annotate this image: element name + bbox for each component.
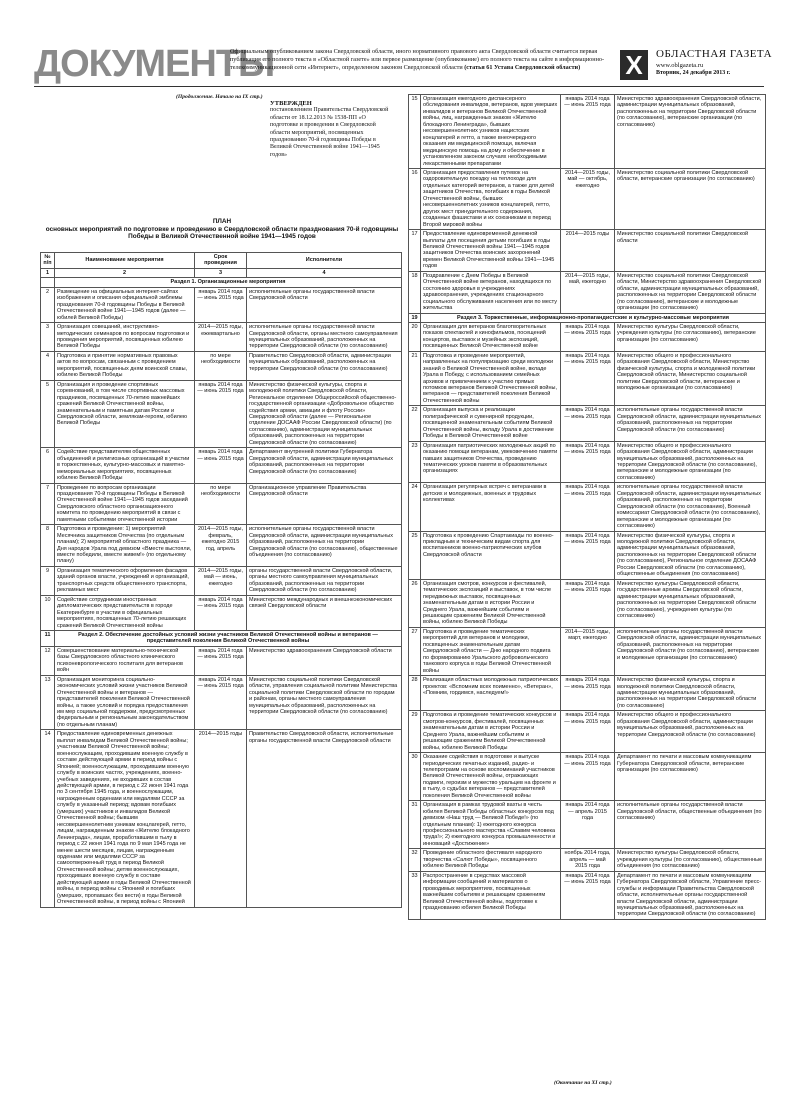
table-row bbox=[409, 579, 766, 627]
masthead-divider bbox=[34, 86, 764, 87]
row-number: 18 bbox=[409, 271, 421, 313]
row-number: 10 bbox=[41, 595, 55, 630]
row-number: 17 bbox=[409, 230, 421, 272]
event-executors: исполнительные органы государственной власти Свердловской области, общественные объединения (по согласованию) bbox=[615, 801, 766, 849]
section-heading: Раздел 2. Обеспечение достойных условий жизни участников Великой Отечественной войны и ветеранов — представителей поколения Великой Отечественной войны bbox=[55, 631, 402, 647]
event-executors: Министерство общего и профессионального образования Свердловской области, администрации муниципальных образований, расположенных на территории Свердловской области (по согласованию), ветеранские и молодежные организации (по согласованию) bbox=[615, 441, 766, 483]
event-name: Содействие сотрудникам иностранных дипломатических представительств в городе Екатеринбурге в участии в официальных мероприятиях, посвященных 70-летию решающих сражений Великой Отечественной войны bbox=[55, 595, 195, 630]
col-exec: Исполнители bbox=[247, 253, 402, 269]
event-name: Подготовка и принятие нормативных правовых актов по вопросам, связанным с проведением мероприятий, посвященных дням воинской славы, юбилею Великой Победы bbox=[55, 351, 195, 380]
event-name: Подготовка к проведению Спартакиады по военно-прикладным и техническим видам спорта для воспитанников военно-патриотических клубов Свердловской области bbox=[421, 531, 561, 579]
event-term: ноябрь 2014 года, апрель — май 2015 года bbox=[561, 849, 615, 871]
row-number: 25 bbox=[409, 531, 421, 579]
event-executors: Министерство социальной политики Свердловской области, ветеранские организации (по согласованию) bbox=[615, 168, 766, 229]
event-executors: Министерство здравоохранения Свердловской области bbox=[247, 646, 402, 675]
row-number: 6 bbox=[41, 448, 55, 483]
table-row bbox=[409, 871, 766, 919]
event-name: Реализация областных молодежных патриотических проектов: «Вспомним всех поименно», «Ветеран», «Помним, гордимся, наследуем!» bbox=[421, 676, 561, 711]
event-executors: Министерство физической культуры, спорта и молодежной политики Свердловской области, администрации муниципальных образований, расположенных на территории Свердловской области (по согласованию) bbox=[615, 676, 766, 711]
continued-from: (Продолжение. Начало на IX стр.) bbox=[176, 94, 263, 100]
table-row bbox=[409, 271, 766, 313]
table-row bbox=[409, 531, 766, 579]
event-executors: Министерство социальной политики Свердловской области, Министерство здравоохранения Свердловской области, администрации муниципальных образований, расположенных на территории Свердловской области (по согласованию), ветеранские и молодежные организации (по согласованию) bbox=[615, 271, 766, 313]
event-term: январь 2014 года — июнь 2015 года bbox=[561, 351, 615, 406]
row-number: 23 bbox=[409, 441, 421, 483]
table-row bbox=[409, 168, 766, 229]
event-term: январь 2014 года — июнь 2015 года bbox=[561, 871, 615, 919]
table-row bbox=[409, 849, 766, 871]
event-term: январь 2014 года — июнь 2015 года bbox=[195, 675, 247, 730]
event-name: Организация предоставления путевок на оздоровительную поездку на теплоходе для отдельных категорий ветеранов, а также для детей защитников Отечества, погибших в годы Великой Отечественной войны, бывших несовершеннолетних узников концлагерей, гетто, других мест принудительного содержания, созданных фашистами и их союзниками в период Второй мировой войны bbox=[421, 168, 561, 229]
table-row bbox=[41, 566, 402, 595]
table-row bbox=[41, 525, 402, 567]
row-number bbox=[41, 278, 55, 287]
publication-notice-text: Официальным опубликованием закона Свердловской области, иного нормативного правового акта Свердловской области считается первая публикация его полного текста в «Областной газете» или первое размещение (опубликование) его полного текста на сайте в информационно-телекоммуникационной сети «Интернет», определенном законом Свердловской области bbox=[230, 48, 605, 71]
table-row bbox=[41, 675, 402, 730]
table-row bbox=[409, 351, 766, 406]
row-number: 11 bbox=[41, 631, 55, 647]
row-number: 31 bbox=[409, 801, 421, 849]
section-title: ДОКУМЕНТЫ bbox=[34, 43, 275, 85]
table-row bbox=[41, 730, 402, 907]
col-index-1: 1 bbox=[41, 268, 55, 277]
continued-on: (Окончание на XI стр.) bbox=[554, 1080, 612, 1086]
row-number: 22 bbox=[409, 406, 421, 441]
table-row bbox=[41, 323, 402, 352]
event-term: январь 2014 года — апрель 2015 года bbox=[561, 801, 615, 849]
table-row bbox=[409, 753, 766, 801]
event-name: Организация регулярных встреч с ветеранами в детских и молодежных, военных и трудовых коллективах bbox=[421, 483, 561, 531]
event-name: Организация и проведение спортивных соревнований, в том числе спортивных массовых праздников, посвященных 70-летию важнейших сражений Великой Отечественной войны, знаменательным и памятным датам России и Свердловской области, землякам-героям, юбилею Великой Победы bbox=[55, 380, 195, 448]
event-term: январь 2014 года — июнь 2015 года bbox=[195, 646, 247, 675]
event-term: январь 2014 года — июнь 2015 года bbox=[561, 579, 615, 627]
event-name: Организация для ветеранов благотворительных показов спектаклей и кинофильмов, посещений концертов, выставок и музейных экспозиций, посвященных Великой Отечественной войне bbox=[421, 322, 561, 351]
event-name: Поздравление с Днем Победы в Великой Отечественной войне ветеранов, находящихся по состоянию здоровья в учреждениях здравоохранения, учреждениях стационарного социального обслуживания населения или по месту жительства bbox=[421, 271, 561, 313]
table-row bbox=[409, 322, 766, 351]
row-number: 27 bbox=[409, 627, 421, 675]
event-name: Организация смотров, конкурсов и фестивалей, тематических экспозиций и выставок, в том числе передвижных выставок, посвященных знаменательным датам в истории России и Среднего Урала, важнейшим событиям и решающим сражениям Великой Отечественной войны, юбилею Великой Победы bbox=[421, 579, 561, 627]
event-executors: Министерство культуры Свердловской области, учреждения культуры (по согласованию), ветеранские организации (по согласованию) bbox=[615, 322, 766, 351]
section-heading: Раздел 1. Организационные мероприятия bbox=[55, 278, 402, 287]
event-term: 2014—2015 годы, февраль, ежегодно 2015 год, апрель bbox=[195, 525, 247, 567]
row-number: 5 bbox=[41, 380, 55, 448]
row-number: 19 bbox=[409, 313, 421, 322]
row-number: 20 bbox=[409, 322, 421, 351]
table-row bbox=[409, 483, 766, 531]
paper-date: Вторник, 24 декабря 2013 г. bbox=[656, 70, 731, 76]
table-row bbox=[409, 95, 766, 169]
table-row bbox=[409, 711, 766, 753]
plan-table-left bbox=[40, 252, 402, 908]
event-executors: Министерство международных и внешнеэкономических связей Свердловской области bbox=[247, 595, 402, 630]
event-name: Организация ежегодного диспансерного обследования инвалидов, ветеранов, вдов умерших инвалидов и ветеранов Великой Отечественной войны, лиц, награжденных знаком «Жителю блокадного Ленинграда», бывших несовершеннолетних узников нацистских концлагерей и гетто, а также внеочередного оказания им медицинской помощи, включая медицинскую помощь на дому и обеспечение в установленном законом случаях необходимыми лекарственными препаратами bbox=[421, 95, 561, 169]
col-name: Наименование мероприятия bbox=[55, 253, 195, 269]
event-executors: Департамент внутренней политики Губернатора Свердловской области, администрации муниципальных образований, расположенных на территории Свердловской области (по согласованию) bbox=[247, 448, 402, 483]
row-number: 15 bbox=[409, 95, 421, 169]
row-number: 21 bbox=[409, 351, 421, 406]
paper-site: www.oblgazeta.ru bbox=[656, 62, 704, 69]
event-name: Содействие представителям общественных объединений и религиозных организаций в участии в торжественных, культурно-массовых и памятно-мемориальных мероприятиях, посвященных юбилею Великой Победы bbox=[55, 448, 195, 483]
col-num: № п/п bbox=[41, 253, 55, 269]
row-number: 30 bbox=[409, 753, 421, 801]
event-name: Предоставление единовременных денежных выплат инвалидам Великой Отечественной войны; участникам Великой Отечественной войны; военнослужащим, проходившим военную службу в составе действующей армии в период войны с Японией; военнослужащим, проходившим военную службу в воинских частях, учреждениях, военно-учебных заведениях, не входивших в состав действующей армии, в период с 22 июня 1941 года по 3 сентября 1945 года, и военнослужащим, награжденным орденами или медалями СССР за службу в указанный период; вдовам погибших (умерших) участников и инвалидов Великой Отечественной войны; бывшим несовершеннолетним узникам концлагерей, гетто, лицам, награжденным знаком «Жителю блокадного Ленинграда», лицам, проработавшим в тылу в период с 22 июня 1941 года по 9 мая 1945 года не менее шести месяцев, лицам, награжденным орденами или медалями СССР за самоотверженный труд в период Великой Отечественной войны; детям военнослужащих, проходивших военную службу в составе действующей армии в годы Великой Отечественной войны, в период войны с Японией и погибших (умерших, пропавших без вести) в годы Великой Отечественной войны, в период войны с Японией bbox=[55, 730, 195, 907]
paper-name: ОБЛАСТНАЯ ГАЗЕТА bbox=[656, 48, 773, 60]
event-executors: Министерство физической культуры, спорта и молодежной политики Свердловской области, администрации муниципальных образований, расположенных на территории Свердловской области (по согласованию), Региональное отделение ДОСААФ России Свердловской области (по согласованию), общественные объединения (по согласованию) bbox=[615, 531, 766, 579]
table-row bbox=[409, 627, 766, 675]
event-name: Организация совещаний, инструктивно-методических семинаров по вопросам подготовки и проведения мероприятий, посвященных юбилею Великой Победы bbox=[55, 323, 195, 352]
col-index-4: 4 bbox=[247, 268, 402, 277]
event-executors: Министерство социальной политики Свердловской области bbox=[615, 230, 766, 272]
row-number: 4 bbox=[41, 351, 55, 380]
event-executors: Министерство общего и профессионального образования Свердловской области, Министерство физической культуры, спорта и молодежной политики Свердловской области, Министерство социальной политики Свердловской области, ветеранские и молодежные организации (по согласованию) bbox=[615, 351, 766, 406]
event-name: Организация тематического оформления фасадов зданий органов власти, учреждений и организаций, транспортных средств общественного транспорта, рекламных мест bbox=[55, 566, 195, 595]
table-row bbox=[409, 676, 766, 711]
event-term: январь 2014 года — июнь 2015 года bbox=[561, 441, 615, 483]
event-name: Организация в рамках трудовой вахты в честь юбилея Великой Победы областных конкурсов под девизом «Наш труд — Великой Победе!» (по отдельным планам): 1) ежегодного конкурса профессионального мастерства «Славим человека труда!»; 2) ежегодного конкурса промышленности и инноваций «Достижение» bbox=[421, 801, 561, 849]
approval-heading: УТВЕРЖДЕН bbox=[270, 100, 312, 107]
table-row bbox=[41, 646, 402, 675]
event-executors: исполнительные органы государственной власти Свердловской области bbox=[247, 287, 402, 322]
event-executors: органы государственной власти Свердловской области, органы местного самоуправления муниципальных образований, расположенных на территории Свердловской области (по согласованию) bbox=[247, 566, 402, 595]
row-number: 8 bbox=[41, 525, 55, 567]
event-executors: исполнительные органы государственной власти Свердловской области, администрации муниципальных образований, расположенных на территории Свердловской области (по согласованию), Военный комиссариат Свердловской области (по согласованию), ветеранские и молодежные организации (по согласованию) bbox=[615, 483, 766, 531]
event-term: январь 2014 года — июнь 2015 года bbox=[195, 595, 247, 630]
row-number: 14 bbox=[41, 730, 55, 907]
event-name: Организация выпуска и реализации полиграфической и сувенирной продукции, посвященной знаменательным событиям Великой Отечественной войны, вкладу Урала в достижение Победы в Великой Отечественной войне bbox=[421, 406, 561, 441]
row-number: 24 bbox=[409, 483, 421, 531]
event-term: январь 2014 года — июнь 2015 года bbox=[195, 287, 247, 322]
publication-notice bbox=[230, 48, 610, 72]
row-number: 26 bbox=[409, 579, 421, 627]
event-term: январь 2014 года — июнь 2015 года bbox=[561, 483, 615, 531]
event-term: январь 2014 года — июнь 2015 года bbox=[561, 531, 615, 579]
event-executors: исполнительные органы государственной власти Свердловской области, администрации муниципальных образований, расположенных на территории Свердловской области (по согласованию), общественные объединения (по согласованию) bbox=[247, 525, 402, 567]
publication-notice-article: (статья 61 Устава Свердловской области) bbox=[464, 64, 581, 71]
paper-info bbox=[656, 48, 776, 76]
event-name: Проведение областного фестиваля народного творчества «Салют Победы», посвященного юбилею Великой Победы bbox=[421, 849, 561, 871]
event-term: 2014—2015 годы, май — октябрь, ежегодно bbox=[561, 168, 615, 229]
event-term: по мере необходимости bbox=[195, 483, 247, 525]
event-executors: Правительство Свердловской области, исполнительные органы государственной власти Свердловской области bbox=[247, 730, 402, 907]
section-heading: Раздел 3. Торжественные, информационно-пропагандистские и культурно-массовые мероприятия bbox=[421, 313, 766, 322]
plan-table-right bbox=[408, 94, 766, 920]
col-index-2: 2 bbox=[55, 268, 195, 277]
table-row bbox=[41, 287, 402, 322]
row-number: 3 bbox=[41, 323, 55, 352]
event-name: Подготовка и проведение мероприятий, направленных на популяризацию среди молодежи знаний о Великой Отечественной войне, вкладе Урала в Победу, с использованием семейных архивов и привлечением к участию прямых потомков ветеранов Великой Отечественной войны, ветеранов — представителей поколения Великой Отечественной войны bbox=[421, 351, 561, 406]
event-executors: Министерство общего и профессионального образования Свердловской области, администрации муниципальных образований, расположенных на территории Свердловской области (по согласованию) bbox=[615, 711, 766, 753]
row-number: 12 bbox=[41, 646, 55, 675]
table-row bbox=[41, 595, 402, 630]
event-executors: Правительство Свердловской области, администрации муниципальных образований, расположенных на территории Свердловской области (по согласованию) bbox=[247, 351, 402, 380]
event-name: Подготовка и проведение тематических мероприятий для ветеранов и молодежи, посвященных знаменательным датам Свердловской области — Дню народного подвига по формированию Уральского добровольческого танкового корпуса в годы Великой Отечественной войны bbox=[421, 627, 561, 675]
event-term: 2014—2015 годы, ежеквартально bbox=[195, 323, 247, 352]
event-term: 2014—2015 годы, май, ежегодно bbox=[561, 271, 615, 313]
row-number: 29 bbox=[409, 711, 421, 753]
table-row bbox=[409, 230, 766, 272]
section-row bbox=[41, 631, 402, 647]
table-row bbox=[409, 441, 766, 483]
table-row bbox=[41, 380, 402, 448]
event-term: январь 2014 года — июнь 2015 года bbox=[561, 406, 615, 441]
event-name: Проведение по вопросам организации празднования 70-й годовщины Победы в Великой Отечественной войне 1941—1945 годов заседаний Свердловского областного организационного комитета по проведению мероприятий в связи с памятными событиями отечественной истории bbox=[55, 483, 195, 525]
event-executors: Департамент по печати и массовым коммуникациям Губернатора Свердловской области, ветеранские организации (по согласованию) bbox=[615, 753, 766, 801]
edition-mark: X bbox=[620, 50, 648, 80]
table-row bbox=[409, 406, 766, 441]
event-name: Оказание содействия в подготовке и выпуске периодических печатных изданий, радио- и телепрограмм на основе воспоминаний участников Великой Отечественной войны, отражающих подвиги, героизм и мужество уральцев на фронте и в тылу, о судьбах ветеранов — представителей поколения Великой Отечественной войны bbox=[421, 753, 561, 801]
row-number: 16 bbox=[409, 168, 421, 229]
table-row bbox=[41, 483, 402, 525]
event-term: январь 2014 года — июнь 2015 года bbox=[561, 95, 615, 169]
event-term: 2014—2015 годы bbox=[195, 730, 247, 907]
event-name: Распространение в средствах массовой информации сообщений и материалов о проводимых мероприятиях, посвященных важнейшим событиям и решающим сражениям Великой Отечественной войны, подготовке к празднованию юбилея Великой Победы bbox=[421, 871, 561, 919]
table-row bbox=[409, 801, 766, 849]
row-number: 28 bbox=[409, 676, 421, 711]
event-executors: Министерство социальной политики Свердловской области, управления социальной политики Министерства социальной политики Свердловской области по городам и районам, органы местного самоуправления муниципальных образований, расположенных на территории Свердловской области (по согласованию) bbox=[247, 675, 402, 730]
event-executors: Организационное управление Правительства Свердловской области bbox=[247, 483, 402, 525]
col-index-3: 3 bbox=[195, 268, 247, 277]
event-term: январь 2014 года — июнь 2015 года bbox=[561, 753, 615, 801]
event-term: январь 2014 года — июнь 2015 года bbox=[561, 322, 615, 351]
event-name: Организация патриотических молодежных акций по оказанию помощи ветеранам, увековечению памяти павших защитников Отечества, проведению тематических уроков памяти в образовательных организациях bbox=[421, 441, 561, 483]
event-name: Размещение на официальных интернет-сайтах изображения и описания официальной эмблемы празднования 70-й годовщины Победы в Великой Отечественной войне 1941—1945 годов (далее — юбилей Великой Победы) bbox=[55, 287, 195, 322]
event-name: Совершенствование материально-технической базы Свердловского областного клинического психоневрологического госпиталя для ветеранов войн bbox=[55, 646, 195, 675]
row-number: 33 bbox=[409, 871, 421, 919]
event-term: 2014—2015 годы, март, ежегодно bbox=[561, 627, 615, 675]
col-term: Срок проведения bbox=[195, 253, 247, 269]
plan-subtitle: основных мероприятий по подготовке и проведению в Свердловской области празднования 70-й годовщины Победы в Великой Отечественной войне 1941—1945 годов bbox=[45, 225, 399, 241]
masthead bbox=[34, 43, 773, 85]
table-row bbox=[41, 351, 402, 380]
event-term: по мере необходимости bbox=[195, 351, 247, 380]
event-name: Предоставление единовременной денежной выплаты для посещения детьми погибших в годы Великой Отечественной войны 1941—1945 годов защитников Отечества воинских захоронений времен Великой Отечественной войны 1941—1945 годов bbox=[421, 230, 561, 272]
table-row bbox=[41, 448, 402, 483]
row-number: 7 bbox=[41, 483, 55, 525]
event-executors: исполнительные органы государственной власти Свердловской области, органы местного самоуправления муниципальных образований, расположенных на территории Свердловской области (по согласованию) bbox=[247, 323, 402, 352]
event-term: январь 2014 года — июнь 2015 года bbox=[561, 711, 615, 753]
row-number: 13 bbox=[41, 675, 55, 730]
section-row bbox=[409, 313, 766, 322]
event-executors: Министерство культуры Свердловской области, государственные архивы Свердловской области, администрации муниципальных образований, расположенных на территории Свердловской области (по согласованию), учреждения культуры (по согласованию) bbox=[615, 579, 766, 627]
event-executors: исполнительные органы государственной власти Свердловской области, администрации муниципальных образований, расположенных на территории Свердловской области (по согласованию), ветеранские и молодежные организации (по согласованию) bbox=[615, 627, 766, 675]
approval-stamp bbox=[270, 100, 390, 159]
plan-title bbox=[44, 218, 400, 241]
plan-heading: ПЛАН bbox=[212, 218, 232, 225]
event-executors: исполнительные органы государственной власти Свердловской области, администрации муниципальных образований, расположенных на территории Свердловской области (по согласованию) bbox=[615, 406, 766, 441]
event-term: январь 2014 года — июнь 2015 года bbox=[561, 676, 615, 711]
event-name: Подготовка и проведение: 1) мероприятий Месячника защитников Отечества (по отдельным планам); 2) мероприятий областного праздника — Дня народов Урала под девизом «Вместе выстояли, вместе победили, вместе живем!» (по отдельному плану) bbox=[55, 525, 195, 567]
event-name: Организация мониторинга социально-экономических условий жизни участников Великой Отечественной войны и ветеранов — представителей поколения Великой Отечественной войны, а также условий и порядка предоставления им мер социальной поддержки, предусмотренных федеральным и региональным законодательством (по отдельным планам) bbox=[55, 675, 195, 730]
section-row bbox=[41, 278, 402, 287]
event-term: январь 2014 года — июнь 2015 года bbox=[195, 380, 247, 448]
approval-text: постановлением Правительства Свердловской области от 18.12.2013 № 1538-ПП «О подготовке и проведении в Свердловской области мероприятий, посвященных празднованию 70-й годовщины Победы в Великой Отечественной войне 1941—1945 годов» bbox=[270, 107, 389, 158]
event-name: Подготовка и проведение тематических конкурсов и смотров-конкурсов, фестивалей, посвященных знаменательным датам в истории России и Среднего Урала, важнейшим событиям и решающим сражениям Великой Отечественной войны, юбилею Великой Победы bbox=[421, 711, 561, 753]
event-executors: Министерство здравоохранения Свердловской области, администрации муниципальных образований, расположенных на территории Свердловской области (по согласованию), ветеранские организации (по согласованию) bbox=[615, 95, 766, 169]
event-executors: Министерство физической культуры, спорта и молодежной политики Свердловской области, Региональное отделение Общероссийской общественно-государственной организации «Добровольное общество содействия армии, авиации и флоту России» Свердловской области (далее — Региональное отделение ДОСААФ России Свердловской области) (по согласованию), администрации муниципальных образований, расположенных на территории Свердловской области (по согласованию) bbox=[247, 380, 402, 448]
row-number: 2 bbox=[41, 287, 55, 322]
event-term: 2014—2015 годы bbox=[561, 230, 615, 272]
row-number: 9 bbox=[41, 566, 55, 595]
event-term: 2014—2015 годы, май — июнь, ежегодно bbox=[195, 566, 247, 595]
event-executors: Департамент по печати и массовым коммуникациям Губернатора Свердловской области, Управление пресс-службы и информации Правительства Свердловской области, исполнительные органы государственной власти Свердловской области, администрации муниципальных образований, расположенных на территории Свердловской области (по согласованию) bbox=[615, 871, 766, 919]
event-term: январь 2014 года — июнь 2015 года bbox=[195, 448, 247, 483]
event-executors: Министерство культуры Свердловской области, учреждения культуры (по согласованию), общественные объединения (по согласованию) bbox=[615, 849, 766, 871]
row-number: 32 bbox=[409, 849, 421, 871]
